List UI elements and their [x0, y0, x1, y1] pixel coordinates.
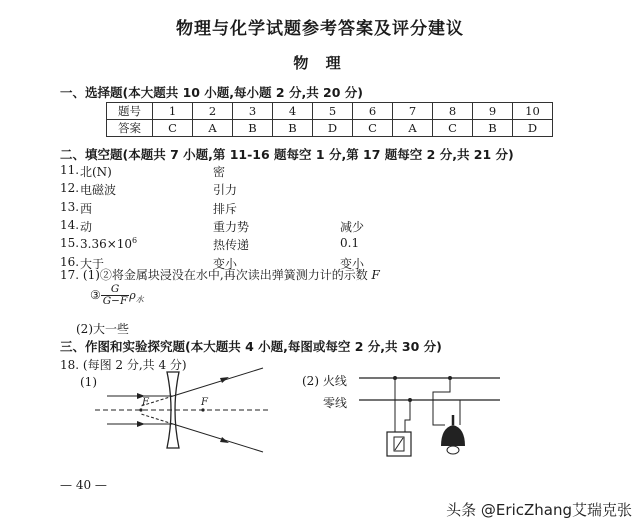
section1-heading: 一、选择题(本大题共 10 小题,每小题 2 分,共 20 分) — [60, 85, 364, 100]
neutral-wire-label: 零线 — [323, 396, 348, 410]
q17-fraction — [101, 284, 129, 307]
lamp-wire-live — [433, 378, 450, 425]
question-number-cell: 1 — [153, 103, 193, 120]
q17-density — [129, 289, 144, 305]
refracted-ray-top — [173, 368, 263, 396]
answer-blank-1: 北(N) — [80, 165, 112, 179]
switch-wire-neutral — [405, 400, 410, 432]
q17-rho: ρ — [129, 289, 136, 302]
q17-text: 17. (1)②将金属块浸没在水中,再次读出弹簧测力计的示数 — [60, 268, 368, 282]
question-number-cell: 3 — [233, 103, 273, 120]
answer-table — [106, 102, 553, 137]
answer-blank-2: 变小 — [213, 256, 238, 271]
q17-part2: (2)大一些 — [76, 322, 129, 336]
lamp-shade — [441, 425, 465, 446]
answer-cell: C — [433, 120, 473, 137]
question-number-cell: 6 — [353, 103, 393, 120]
answer-blank-2: 热传递 — [213, 238, 250, 253]
row-label-question: 题号 — [107, 103, 153, 120]
q17-numerator: G — [101, 284, 129, 296]
question-number: 11. — [60, 163, 80, 177]
focus-point-left — [139, 408, 142, 411]
answer-cell: D — [313, 120, 353, 137]
answer-blank-2: 重力势 — [213, 219, 250, 234]
refracted-ray-bottom — [173, 424, 263, 452]
answer-blank-3: 减少 — [340, 219, 365, 234]
question-number-cell: 8 — [433, 103, 473, 120]
answer-exponent: 6 — [132, 236, 138, 246]
question-number-cell: 5 — [313, 103, 353, 120]
q17-rho-subscript: 水 — [135, 295, 144, 305]
answer-cell: B — [273, 120, 313, 137]
focus-point-right — [201, 408, 204, 411]
question-number: 12. — [60, 181, 80, 196]
q17-part1 — [60, 266, 380, 283]
answer-blank-1 — [80, 236, 137, 251]
arrow-bottom — [137, 421, 145, 427]
answer-blank-1: 电磁波 — [80, 183, 117, 198]
household-circuit-diagram — [355, 370, 505, 460]
subject-heading: 物 理 — [293, 54, 347, 72]
answer-blank-2: 密 — [213, 165, 226, 179]
answer-blank-1: 西 — [80, 201, 93, 216]
lens-ray-diagram — [95, 372, 335, 452]
answer-blank-3: 0.1 — [340, 236, 360, 251]
q17-denominator: G−F — [102, 295, 128, 307]
watermark-text: 头条 @EricZhang艾瑞克张 — [446, 501, 632, 519]
live-wire-label: (2) 火线 — [302, 374, 347, 388]
row-label-answer: 答案 — [107, 120, 153, 137]
question-number-cell: 10 — [513, 103, 553, 120]
section2-heading: 二、填空题(本题共 7 小题,第 11-16 题每空 1 分,第 17 题每空 2 分,共 21 分) — [60, 147, 514, 162]
question-number-cell: 2 — [193, 103, 233, 120]
arrow-refracted-top — [220, 377, 229, 383]
answer-cell: D — [513, 120, 553, 137]
answer-cell: C — [353, 120, 393, 137]
answer-cell: B — [233, 120, 273, 137]
answer-blank-1: 大于 — [80, 256, 105, 271]
answer-cell: A — [193, 120, 233, 137]
extension-bottom — [141, 414, 173, 424]
switch-toggle-slash — [395, 438, 403, 450]
answer-blank-3: 变小 — [340, 256, 365, 271]
figure1-label: (1) — [80, 375, 97, 389]
section3-heading: 三、作图和实验探究题(本大题共 4 小题,每图或每空 2 分,共 30 分) — [60, 339, 442, 354]
q17-circled-number: ③ — [90, 288, 101, 302]
answer-table-number-row — [107, 103, 553, 120]
arrow-refracted-bottom — [220, 437, 229, 443]
question-number-cell: 4 — [273, 103, 313, 120]
answer-table-answer-row — [107, 120, 553, 137]
question-number: 14. — [60, 217, 80, 232]
focus-label-right: F — [201, 397, 208, 408]
question-number: 13. — [60, 199, 80, 214]
q17-variable: F — [371, 268, 380, 282]
answer-base: 3.36×10 — [80, 237, 133, 252]
q17-formula — [90, 284, 144, 307]
question-number: 16. — [60, 254, 80, 269]
answer-cell: A — [393, 120, 433, 137]
document-title: 物理与化学试题参考答案及评分建议 — [176, 19, 464, 39]
answer-cell: B — [473, 120, 513, 137]
answer-blank-1: 动 — [80, 219, 93, 234]
answer-cell: C — [153, 120, 193, 137]
focus-label-left: F — [142, 397, 149, 408]
question-number-cell: 7 — [393, 103, 433, 120]
answer-blank-2: 引力 — [213, 183, 238, 198]
answer-blank-2: 排斥 — [213, 201, 238, 216]
question-number: 15. — [60, 236, 80, 251]
page-number: — 40 — — [60, 478, 107, 492]
q18-heading: 18. (每图 2 分,共 4 分) — [60, 358, 187, 372]
question-number-cell: 9 — [473, 103, 513, 120]
lamp-bulb — [447, 446, 459, 454]
